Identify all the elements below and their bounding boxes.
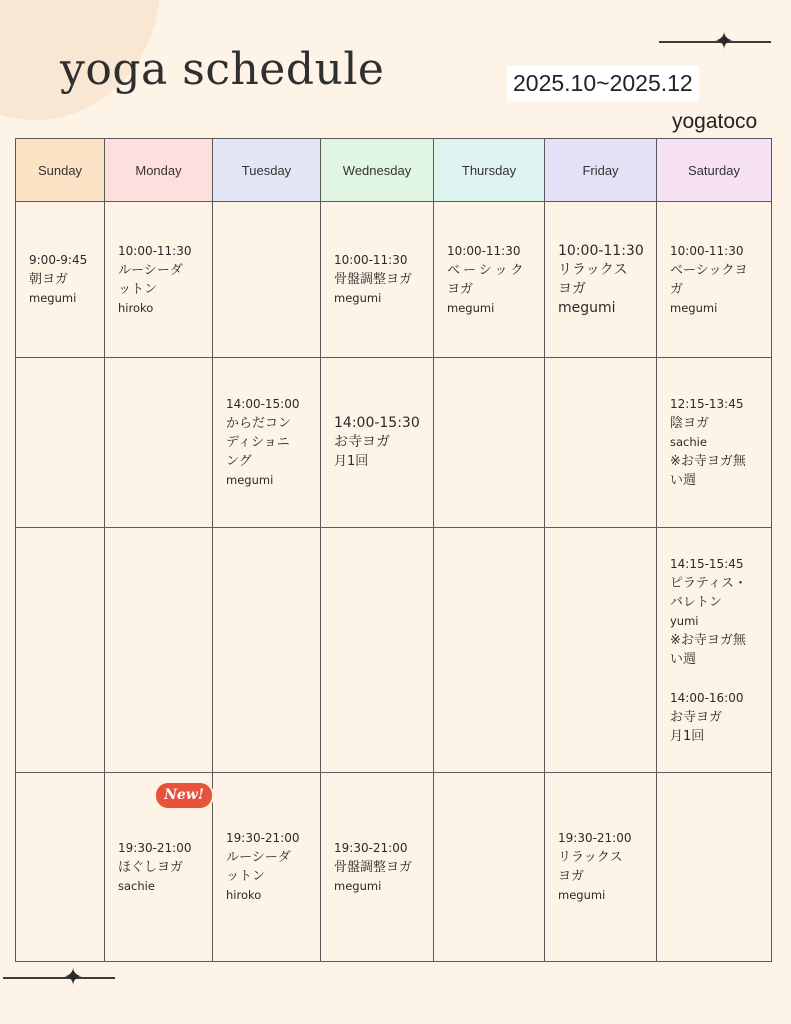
bottom-divider-line (3, 977, 115, 979)
class-name: ベーシック (447, 262, 527, 278)
class-time: 10:00-11:30 (334, 253, 408, 267)
day-header-friday: Friday (545, 139, 657, 202)
instructor-name: megumi (334, 878, 382, 893)
class-name: ガ (670, 281, 684, 297)
schedule-period: 2025.10~2025.12 (507, 66, 699, 101)
class-slot-saturday (657, 358, 772, 528)
class-time: 14:00-15:30 (334, 415, 420, 431)
class-name: バレトン (670, 594, 723, 610)
instructor-name: megumi (558, 299, 616, 316)
class-time: 12:15-13:45 (670, 397, 744, 411)
day-header-wednesday: Wednesday (321, 139, 434, 202)
class-slot-tuesday (213, 773, 321, 962)
class-name: ピラティス・ (670, 575, 747, 591)
class-name: ルーシーダ (118, 262, 183, 278)
brand-name: yogatoco (672, 110, 758, 133)
schedule-row-afternoon (16, 528, 772, 773)
class-slot-sunday (16, 528, 105, 773)
class-slot-saturday (657, 773, 772, 962)
instructor-name: sachie (670, 435, 707, 449)
class-name: からだコン (226, 416, 292, 431)
class-entry (118, 242, 206, 318)
class-entry (334, 839, 427, 896)
class-slot-saturday (657, 528, 772, 773)
class-name: リラックス (558, 850, 623, 865)
class-name: ルーシーダ (226, 850, 291, 865)
class-slot-thursday (434, 202, 545, 358)
class-slot-thursday (434, 358, 545, 528)
class-slot-sunday (16, 773, 105, 962)
class-name: ほぐしヨガ (118, 859, 184, 875)
day-header-sunday: Sunday (16, 139, 105, 202)
instructor-name: hiroko (118, 300, 154, 315)
class-name: リラックス (558, 261, 628, 278)
class-name: 骨盤調整ヨガ (334, 272, 413, 287)
instructor-name: megumi (334, 291, 382, 305)
instructor-name: megumi (29, 291, 77, 305)
class-time: 10:00-11:30 (118, 243, 192, 258)
class-entry (558, 829, 650, 905)
class-slot-tuesday (213, 528, 321, 773)
class-entry (226, 829, 314, 905)
class-entry (558, 242, 650, 318)
class-name: ヨガ (558, 869, 585, 884)
class-slot-sunday (16, 202, 105, 358)
class-time: 19:30-21:00 (334, 840, 408, 855)
class-entry (670, 555, 765, 746)
class-time: 19:30-21:00 (558, 831, 632, 845)
day-header-saturday: Saturday (657, 139, 772, 202)
class-name: 骨盤調整ヨガ (334, 859, 413, 875)
schedule-row-morning (16, 202, 772, 358)
class-entry (447, 242, 538, 318)
day-header-thursday: Thursday (434, 139, 545, 202)
class-slot-monday (105, 358, 213, 528)
class-name: 朝ヨガ (29, 272, 69, 287)
class-slot-tuesday (213, 202, 321, 358)
class-slot-sunday (16, 358, 105, 528)
class-name: 陰ヨガ (670, 416, 710, 431)
instructor-name: hiroko (226, 888, 262, 902)
day-header-tuesday: Tuesday (213, 139, 321, 202)
class-note: い週 (670, 473, 697, 488)
class-time: 14:00-16:00 (670, 690, 744, 705)
class-slot-monday (105, 528, 213, 773)
sparkle-icon: ✦ (63, 963, 84, 991)
class-slot-wednesday (321, 202, 434, 358)
instructor-name: yumi (670, 613, 699, 628)
instructor-name: megumi (670, 300, 718, 315)
class-note: 月1回 (334, 454, 369, 469)
class-slot-friday (545, 202, 657, 358)
class-time: 10:00-11:30 (670, 243, 744, 258)
instructor-name: sachie (118, 878, 155, 893)
class-slot-friday (545, 358, 657, 528)
class-time: 9:00-9:45 (29, 253, 88, 267)
class-name: お寺ヨガ (670, 709, 723, 725)
class-entry (670, 242, 765, 318)
class-time: 10:00-11:30 (558, 242, 644, 259)
class-name: ットン (226, 869, 266, 884)
class-slot-monday (105, 773, 213, 962)
day-header-monday: Monday (105, 139, 213, 202)
class-slot-thursday (434, 773, 545, 962)
class-time: 14:00-15:00 (226, 397, 300, 411)
class-name: お寺ヨガ (334, 434, 390, 450)
weekday-header-row (16, 139, 772, 202)
weekly-schedule-table (15, 138, 772, 962)
page-title: yoga schedule (60, 44, 385, 95)
class-time: 19:30-21:00 (118, 840, 192, 855)
class-note: ※お寺ヨガ無 (670, 454, 746, 469)
class-name: ヨガ (447, 281, 474, 297)
class-entry (670, 395, 765, 490)
class-note: い週 (670, 651, 697, 667)
sparkle-icon: ✦ (714, 27, 735, 55)
class-slot-friday (545, 528, 657, 773)
class-note: 月1回 (670, 728, 705, 744)
class-time: 19:30-21:00 (226, 831, 300, 845)
class-slot-wednesday (321, 358, 434, 528)
class-slot-wednesday (321, 528, 434, 773)
class-entry (29, 251, 98, 308)
class-slot-monday (105, 202, 213, 358)
class-entry (334, 251, 427, 308)
class-slot-friday (545, 773, 657, 962)
instructor-name: megumi (558, 888, 606, 902)
class-slot-saturday (657, 202, 772, 358)
class-entry (226, 395, 314, 490)
class-time: 14:15-15:45 (670, 556, 744, 571)
class-name: ヨガ (558, 280, 586, 297)
instructor-name: megumi (447, 300, 495, 315)
new-badge: New! (154, 781, 214, 810)
class-name: ディショニ (226, 435, 290, 450)
class-name: ング (226, 454, 252, 469)
class-name: ベーシックヨ (670, 262, 748, 278)
class-slot-wednesday (321, 773, 434, 962)
class-entry (118, 839, 206, 896)
class-time: 10:00-11:30 (447, 243, 521, 258)
class-slot-thursday (434, 528, 545, 773)
class-slot-tuesday (213, 358, 321, 528)
class-name: ットン (118, 281, 158, 297)
class-note: ※お寺ヨガ無 (670, 632, 746, 648)
schedule-row-midday (16, 358, 772, 528)
class-entry (334, 414, 427, 471)
schedule-row-evening (16, 773, 772, 962)
instructor-name: megumi (226, 473, 274, 487)
